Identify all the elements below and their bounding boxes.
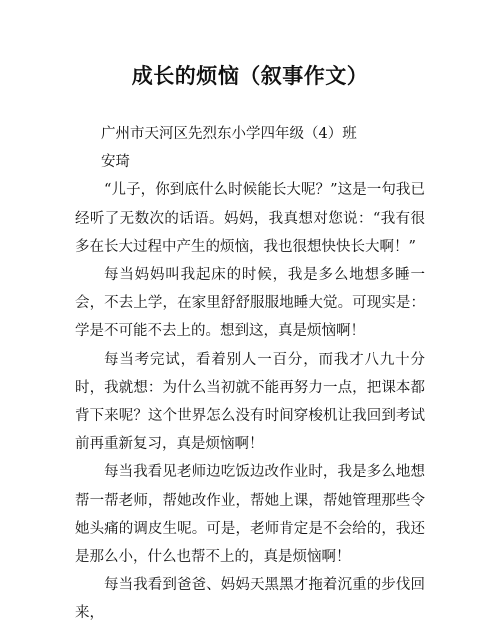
document-title: 成长的烦恼（叙事作文）	[131, 63, 369, 88]
paragraph: 每当我看见老师边吃饭边改作业时，我是多么地想帮一帮老师，帮她改作业，帮她上课，帮她管理那些令她头痛的调皮生呢。可是，老师肯定是不会给的，我还是那么小，什么也帮不上的，真是烦恼啊！	[75, 464, 425, 566]
school-class-line: 广州市天河区先烈东小学四年级（4）班	[101, 126, 357, 142]
paragraph: 每当妈妈叫我起床的时候，我是多么地想多睡一会，不去上学，在家里舒舒服服地睡大觉。可现实是：学是不可能不去上的。想到这，真是烦恼啊！	[75, 267, 425, 340]
document-body	[75, 120, 425, 628]
paragraph: 每当我看到爸爸、妈妈天黑黑才拖着沉重的步伐回来，	[75, 577, 425, 622]
paragraph: 每当考完试，看着别人一百分，而我才八九十分时，我就想：为什么当初就不能再努力一点，把课本都背下来呢？这个世界怎么没有时间穿梭机让我回到考试前再重新复习，真是烦恼啊！	[75, 351, 425, 453]
paragraph: “儿子，你到底什么时候能长大呢？”这是一句我已经听了无数次的话语。妈妈，我真想对您说：“我有很多在长大过程中产生的烦恼，我也很想快快长大啊！”	[75, 182, 425, 255]
author-name: 安琦	[101, 154, 130, 171]
